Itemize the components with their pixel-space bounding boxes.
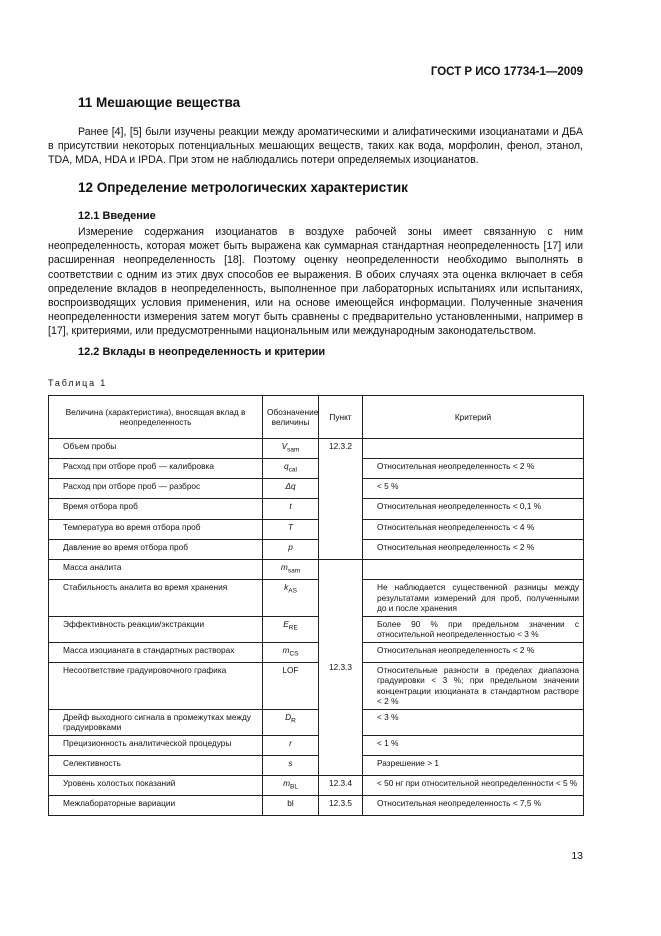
symbol: r (289, 737, 292, 748)
table-row (49, 796, 584, 816)
quantity-cell: Дрейф выходного сигнала в промежутках между градуировками (49, 709, 263, 735)
symbol-subscript: RE (288, 624, 298, 632)
symbol-cell (263, 735, 319, 755)
table-row (49, 616, 584, 642)
symbol-cell (263, 559, 319, 579)
symbol-subscript: CS (289, 650, 299, 658)
criterion-cell: Относительная неопределенность < 2 % (363, 642, 584, 662)
table-row (49, 662, 584, 709)
symbol: m (283, 778, 290, 789)
header-clause: Пункт (319, 396, 363, 439)
symbol: k (284, 582, 289, 593)
symbol: p (288, 541, 293, 552)
symbol-cell (263, 479, 319, 499)
symbol-cell (263, 642, 319, 662)
table-row (49, 776, 584, 796)
symbol-subscript: BL (289, 783, 298, 791)
quantity-cell: Уровень холостых показаний (49, 776, 263, 796)
symbol-cell (263, 755, 319, 775)
section-11-text: Ранее [4], [5] были изучены реакции между ароматическими и алифатическими изоцианатами и ДБА в присутствии некоторых потенциальных мешающих веществ, таких как вода, морфолин, фенол, этанол, TDA, MDA, HDA и IPDA. При этом не наблюдались потери определяемых изоцианатов. (48, 126, 583, 167)
table-row (49, 439, 584, 459)
criterion-cell: Относительные разности в пределах диапазона градуировки < 3 %; при предельном значении концентрации изоцианата в стандартном растворе < 2 % (363, 662, 584, 709)
quantity-cell: Расход при отборе проб — разброс (49, 479, 263, 499)
symbol: bl (287, 798, 294, 809)
table-row (49, 519, 584, 539)
quantity-cell: Температура во время отбора проб (49, 519, 263, 539)
symbol: m (280, 561, 288, 572)
quantity-cell: Давление во время отбора проб (49, 539, 263, 559)
section-11-title: 11 Мешающие вещества (78, 95, 241, 110)
symbol-cell (263, 796, 319, 816)
table-row (49, 479, 584, 499)
criterion-cell: < 3 % (363, 709, 584, 735)
quantity-cell: Прецизионность аналитической процедуры (49, 735, 263, 755)
section-12-title: 12 Определение метрологических характеристик (78, 180, 408, 195)
symbol-cell (263, 439, 319, 459)
table-row (49, 709, 584, 735)
section-12-2-title: 12.2 Вклады в неопределенность и критерии (78, 346, 326, 358)
criterion-cell: Относительная неопределенность < 4 % (363, 519, 584, 539)
symbol-subscript: R (291, 717, 296, 725)
symbol: Δq (285, 481, 296, 492)
symbol-cell (263, 539, 319, 559)
section-12-1-text: Измерение содержания изоцианатов в воздухе рабочей зоны имеет связанную с ним неопределенность, которая может быть выражена как суммарная стандартная неопределенность [17] или расширенная неопределенность [18]. Поэтому оценку неопределенности необходимо выполнять в соответствии с одним из этих двух способов ее выражения. В обоих случаях эта оценка включает в себя определение вкладов в неопределенность, выполненное при лабораторных испытаниях или испытаниях, воспроизводящих условия применения, или на основе имеющейся информации. Полученные значения неопределенности измерения затем могут быть сравнены с предварительно установленными, например в [17], критериями, или предусмотренными национальным или международным законодательством. (48, 226, 583, 338)
symbol: q (284, 461, 289, 472)
symbol-cell (263, 616, 319, 642)
header-symbol: Обозначение величины (263, 396, 319, 439)
symbol: D (285, 711, 292, 722)
table-row (49, 735, 584, 755)
quantity-cell: Несоответствие градуировочного графика (49, 662, 263, 709)
table-row (49, 499, 584, 519)
table-header-row (49, 396, 584, 439)
document-id: ГОСТ Р ИСО 17734-1—2009 (430, 66, 583, 78)
criterion-cell: Разрешение > 1 (363, 755, 584, 775)
table-row (49, 539, 584, 559)
symbol-cell (263, 499, 319, 519)
criterion-cell: Относительная неопределенность < 2 % (363, 539, 584, 559)
quantity-cell: Масса аналита (49, 559, 263, 579)
clause-cell: 12.3.4 (319, 776, 363, 796)
symbol-subscript: cal (288, 466, 297, 474)
table-row (49, 459, 584, 479)
table-row (49, 642, 584, 662)
header-criterion: Критерий (363, 396, 584, 439)
quantity-cell: Время отбора проб (49, 499, 263, 519)
quantity-cell: Стабильность аналита во время хранения (49, 580, 263, 617)
criterion-cell: Не наблюдается существенной разницы между результатами измерений для проб, полученными до и после хранения (363, 580, 584, 617)
symbol-subscript: sam (287, 567, 301, 575)
criterion-cell: Относительная неопределенность < 2 % (363, 459, 584, 479)
symbol: V (281, 441, 288, 451)
symbol: s (288, 757, 293, 768)
symbol-subscript: sam (287, 446, 300, 454)
quantity-cell: Межлабораторные вариации (49, 796, 263, 816)
symbol-cell (263, 519, 319, 539)
clause-cell: 12.3.2 (319, 439, 363, 560)
symbol-subscript: AS (288, 587, 297, 595)
symbol-cell (263, 459, 319, 479)
clause-cell: 12.3.3 (319, 559, 363, 775)
quantity-cell: Объем пробы (49, 439, 263, 459)
table-row (49, 559, 584, 579)
table-row (49, 580, 584, 617)
quantity-cell: Эффективность реакции/экстракции (49, 616, 263, 642)
symbol: E (283, 618, 289, 629)
symbol-cell (263, 662, 319, 709)
table-row (49, 755, 584, 775)
symbol-cell (263, 580, 319, 617)
criterion-cell: < 1 % (363, 735, 584, 755)
criterion-cell: Более 90 % при предельном значении с относительной неопределенностью < 3 % (363, 616, 584, 642)
criterion-cell (363, 559, 584, 579)
page-number: 13 (571, 850, 583, 862)
symbol: LOF (282, 664, 299, 675)
symbol-cell (263, 776, 319, 796)
clause-cell: 12.3.5 (319, 796, 363, 816)
table-caption: Таблица 1 (48, 378, 107, 388)
criterion-cell (363, 439, 584, 459)
criterion-cell: < 50 нг при относительной неопределенности < 5 % (363, 776, 584, 796)
symbol: T (287, 521, 294, 532)
quantity-cell: Масса изоцианата в стандартных растворах (49, 642, 263, 662)
quantity-cell: Селективность (49, 755, 263, 775)
symbol: t (289, 501, 292, 512)
contributions-table (48, 395, 584, 816)
header-quantity: Величина (характеристика), вносящая вклад в неопределенность (49, 396, 263, 439)
quantity-cell: Расход при отборе проб — калибровка (49, 459, 263, 479)
criterion-cell: Относительная неопределенность < 7,5 % (363, 796, 584, 816)
criterion-cell: < 5 % (363, 479, 584, 499)
criterion-cell: Относительная неопределенность < 0,1 % (363, 499, 584, 519)
symbol-cell (263, 709, 319, 735)
symbol: m (282, 644, 290, 655)
section-12-1-title: 12.1 Введение (78, 210, 156, 222)
